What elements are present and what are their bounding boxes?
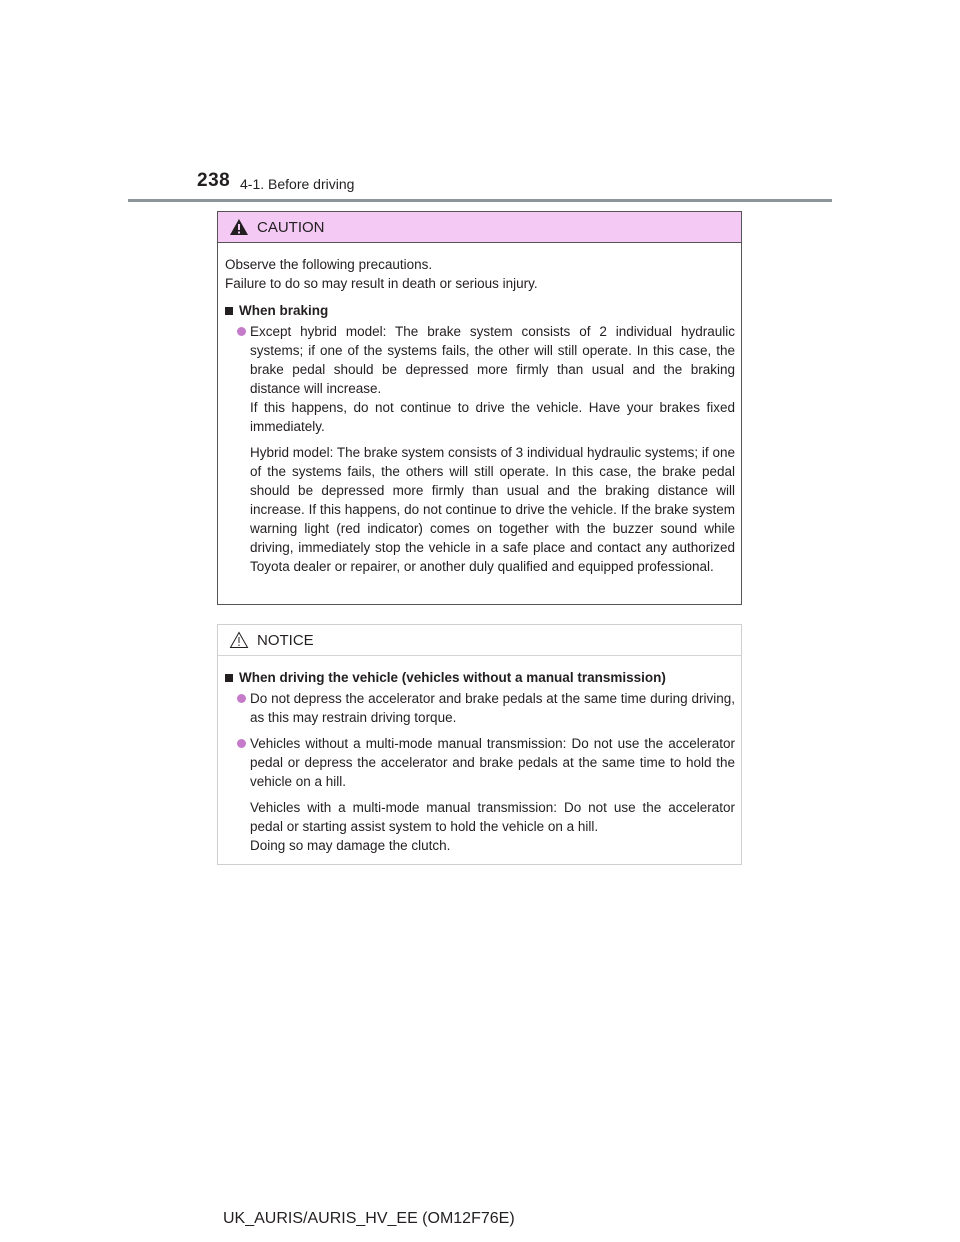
caution-bullet-1: Except hybrid model: The brake system consists of 2 individual hydraulic systems; if one of the systems fails, the other will still operate. In this case, the brake pedal should be depressed more firmly than usual and the braking distance will increase. [225, 322, 735, 398]
caution-intro-line-1: Observe the following precautions. [225, 257, 433, 272]
notice-heading: When driving the vehicle (vehicles without a manual transmission) [225, 668, 735, 687]
caution-paragraph-2: Hybrid model: The brake system consists of 3 individual hydraulic systems; if one of the systems fails, the others will still operate. In this case, the brake pedal should be depressed more firmly than usual and the braking distance will increase. If this happens, do not continue to drive the vehicle. If the brake system warning light (red indicator) comes on together with the buzzer sound while driving, immediately stop the vehicle in a safe place and contact any authorized Toyota dealer or repairer, or another duly qualified and equipped professional. [250, 445, 735, 574]
caution-title: CAUTION [257, 218, 325, 236]
footer-code: UK_AURIS/AURIS_HV_EE (OM12F76E) [223, 1210, 515, 1227]
caution-heading: When braking [225, 301, 735, 320]
caution-header [218, 212, 741, 243]
notice-paragraph-3: Vehicles with a multi-mode manual transmission: Do not use the accelerator pedal or starting assist system to hold the vehicle on a hill. [250, 800, 735, 834]
notice-body [218, 656, 741, 855]
notice-paragraph-3-continuation: Doing so may damage the clutch. [250, 838, 451, 853]
notice-bullet-1: Do not depress the accelerator and brake pedals at the same time during driving, as this may restrain driving torque. [225, 689, 735, 727]
notice-bullet-2: Vehicles without a multi-mode manual transmission: Do not use the accelerator pedal or depress the accelerator and brake pedals at the same time to hold the vehicle on a hill. [225, 734, 735, 791]
warning-outline-icon [229, 631, 249, 649]
caution-intro-line-2: Failure to do so may result in death or serious injury. [225, 276, 538, 291]
caution-box [217, 211, 742, 605]
notice-title: NOTICE [257, 631, 314, 649]
notice-box [217, 624, 742, 865]
notice-header [218, 625, 741, 656]
caution-body [218, 243, 741, 576]
page-number: 238 [197, 170, 231, 191]
warning-filled-icon [229, 218, 249, 236]
section-title: 4-1. Before driving [240, 176, 355, 192]
caution-bullet-1-continuation: If this happens, do not continue to drive the vehicle. Have your brakes fixed immediately. [250, 400, 735, 434]
header-rule [128, 199, 832, 202]
caution-intro [225, 255, 735, 293]
